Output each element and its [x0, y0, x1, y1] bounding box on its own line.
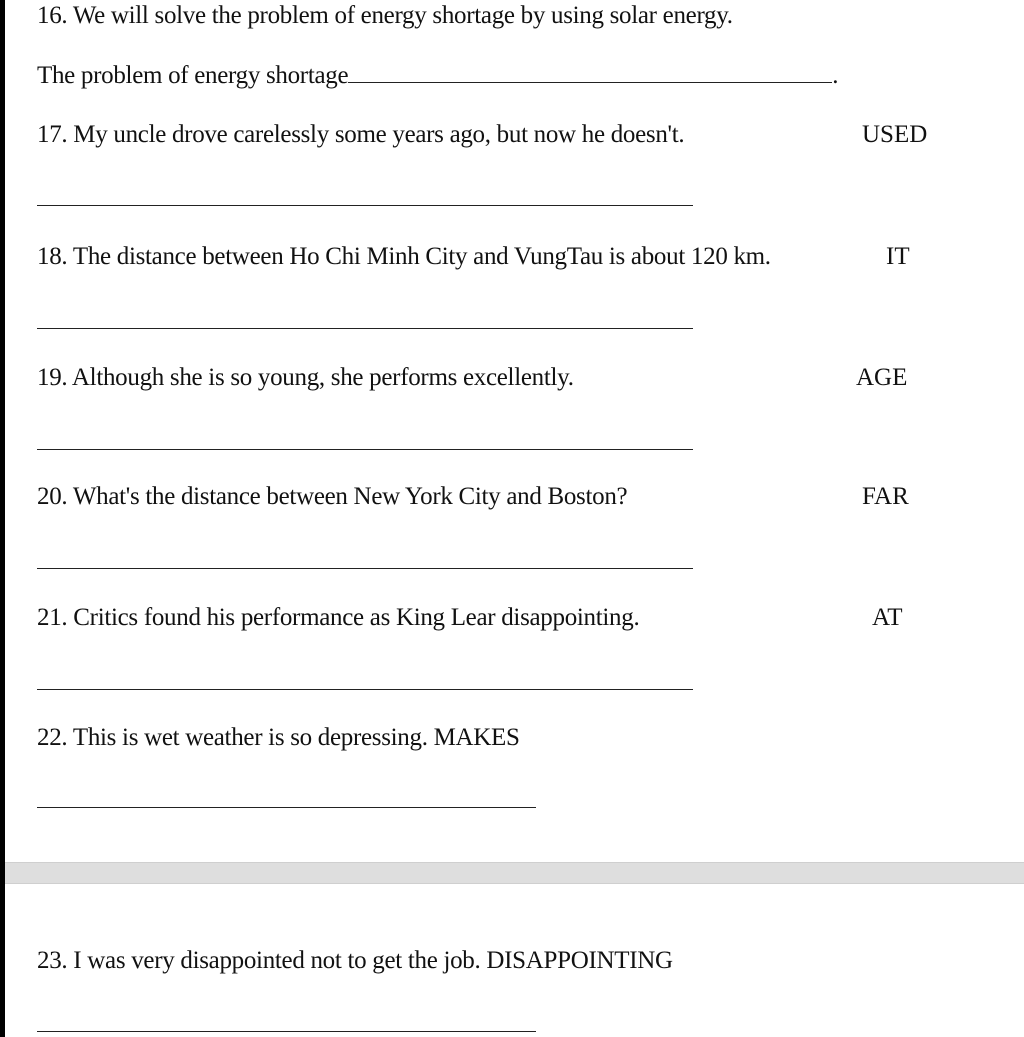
question-16-rewrite-prefix: The problem of energy shortage [37, 62, 349, 89]
question-17-sentence: 17. My uncle drove carelessly some years ago, but now he doesn't. [37, 121, 685, 148]
question-18-sentence: 18. The distance between Ho Chi Minh City and VungTau is about 120 km. [37, 243, 771, 270]
question-23-answer-line[interactable] [37, 1031, 536, 1032]
question-16-sentence: 16. We will solve the problem of energy shortage by using solar energy. [37, 2, 733, 29]
question-20-answer-line[interactable] [37, 568, 693, 569]
question-17-answer-line[interactable] [37, 205, 693, 206]
question-20-sentence: 20. What's the distance between New York City and Boston? [37, 483, 628, 510]
question-16-rewrite [37, 60, 838, 91]
question-22-sentence: 22. This is wet weather is so depressing. MAKES [37, 724, 520, 751]
question-16-rewrite-suffix: . [832, 62, 839, 89]
question-18-answer-line[interactable] [37, 328, 693, 329]
question-19-answer-line[interactable] [37, 449, 693, 450]
page-break-gap [5, 862, 1024, 884]
question-18-keyword: IT [886, 243, 910, 270]
question-20-keyword: FAR [862, 483, 909, 510]
question-16-answer-blank[interactable] [348, 60, 832, 83]
question-22-answer-line[interactable] [37, 807, 536, 808]
question-17-keyword: USED [862, 121, 928, 148]
question-21-answer-line[interactable] [37, 689, 693, 690]
question-21-sentence: 21. Critics found his performance as King Lear disappointing. [37, 604, 640, 631]
question-19-keyword: AGE [856, 364, 908, 391]
question-23-sentence: 23. I was very disappointed not to get the job. DISAPPOINTING [37, 947, 673, 974]
question-21-keyword: AT [872, 604, 903, 631]
question-19-sentence: 19. Although she is so young, she performs excellently. [37, 364, 574, 391]
